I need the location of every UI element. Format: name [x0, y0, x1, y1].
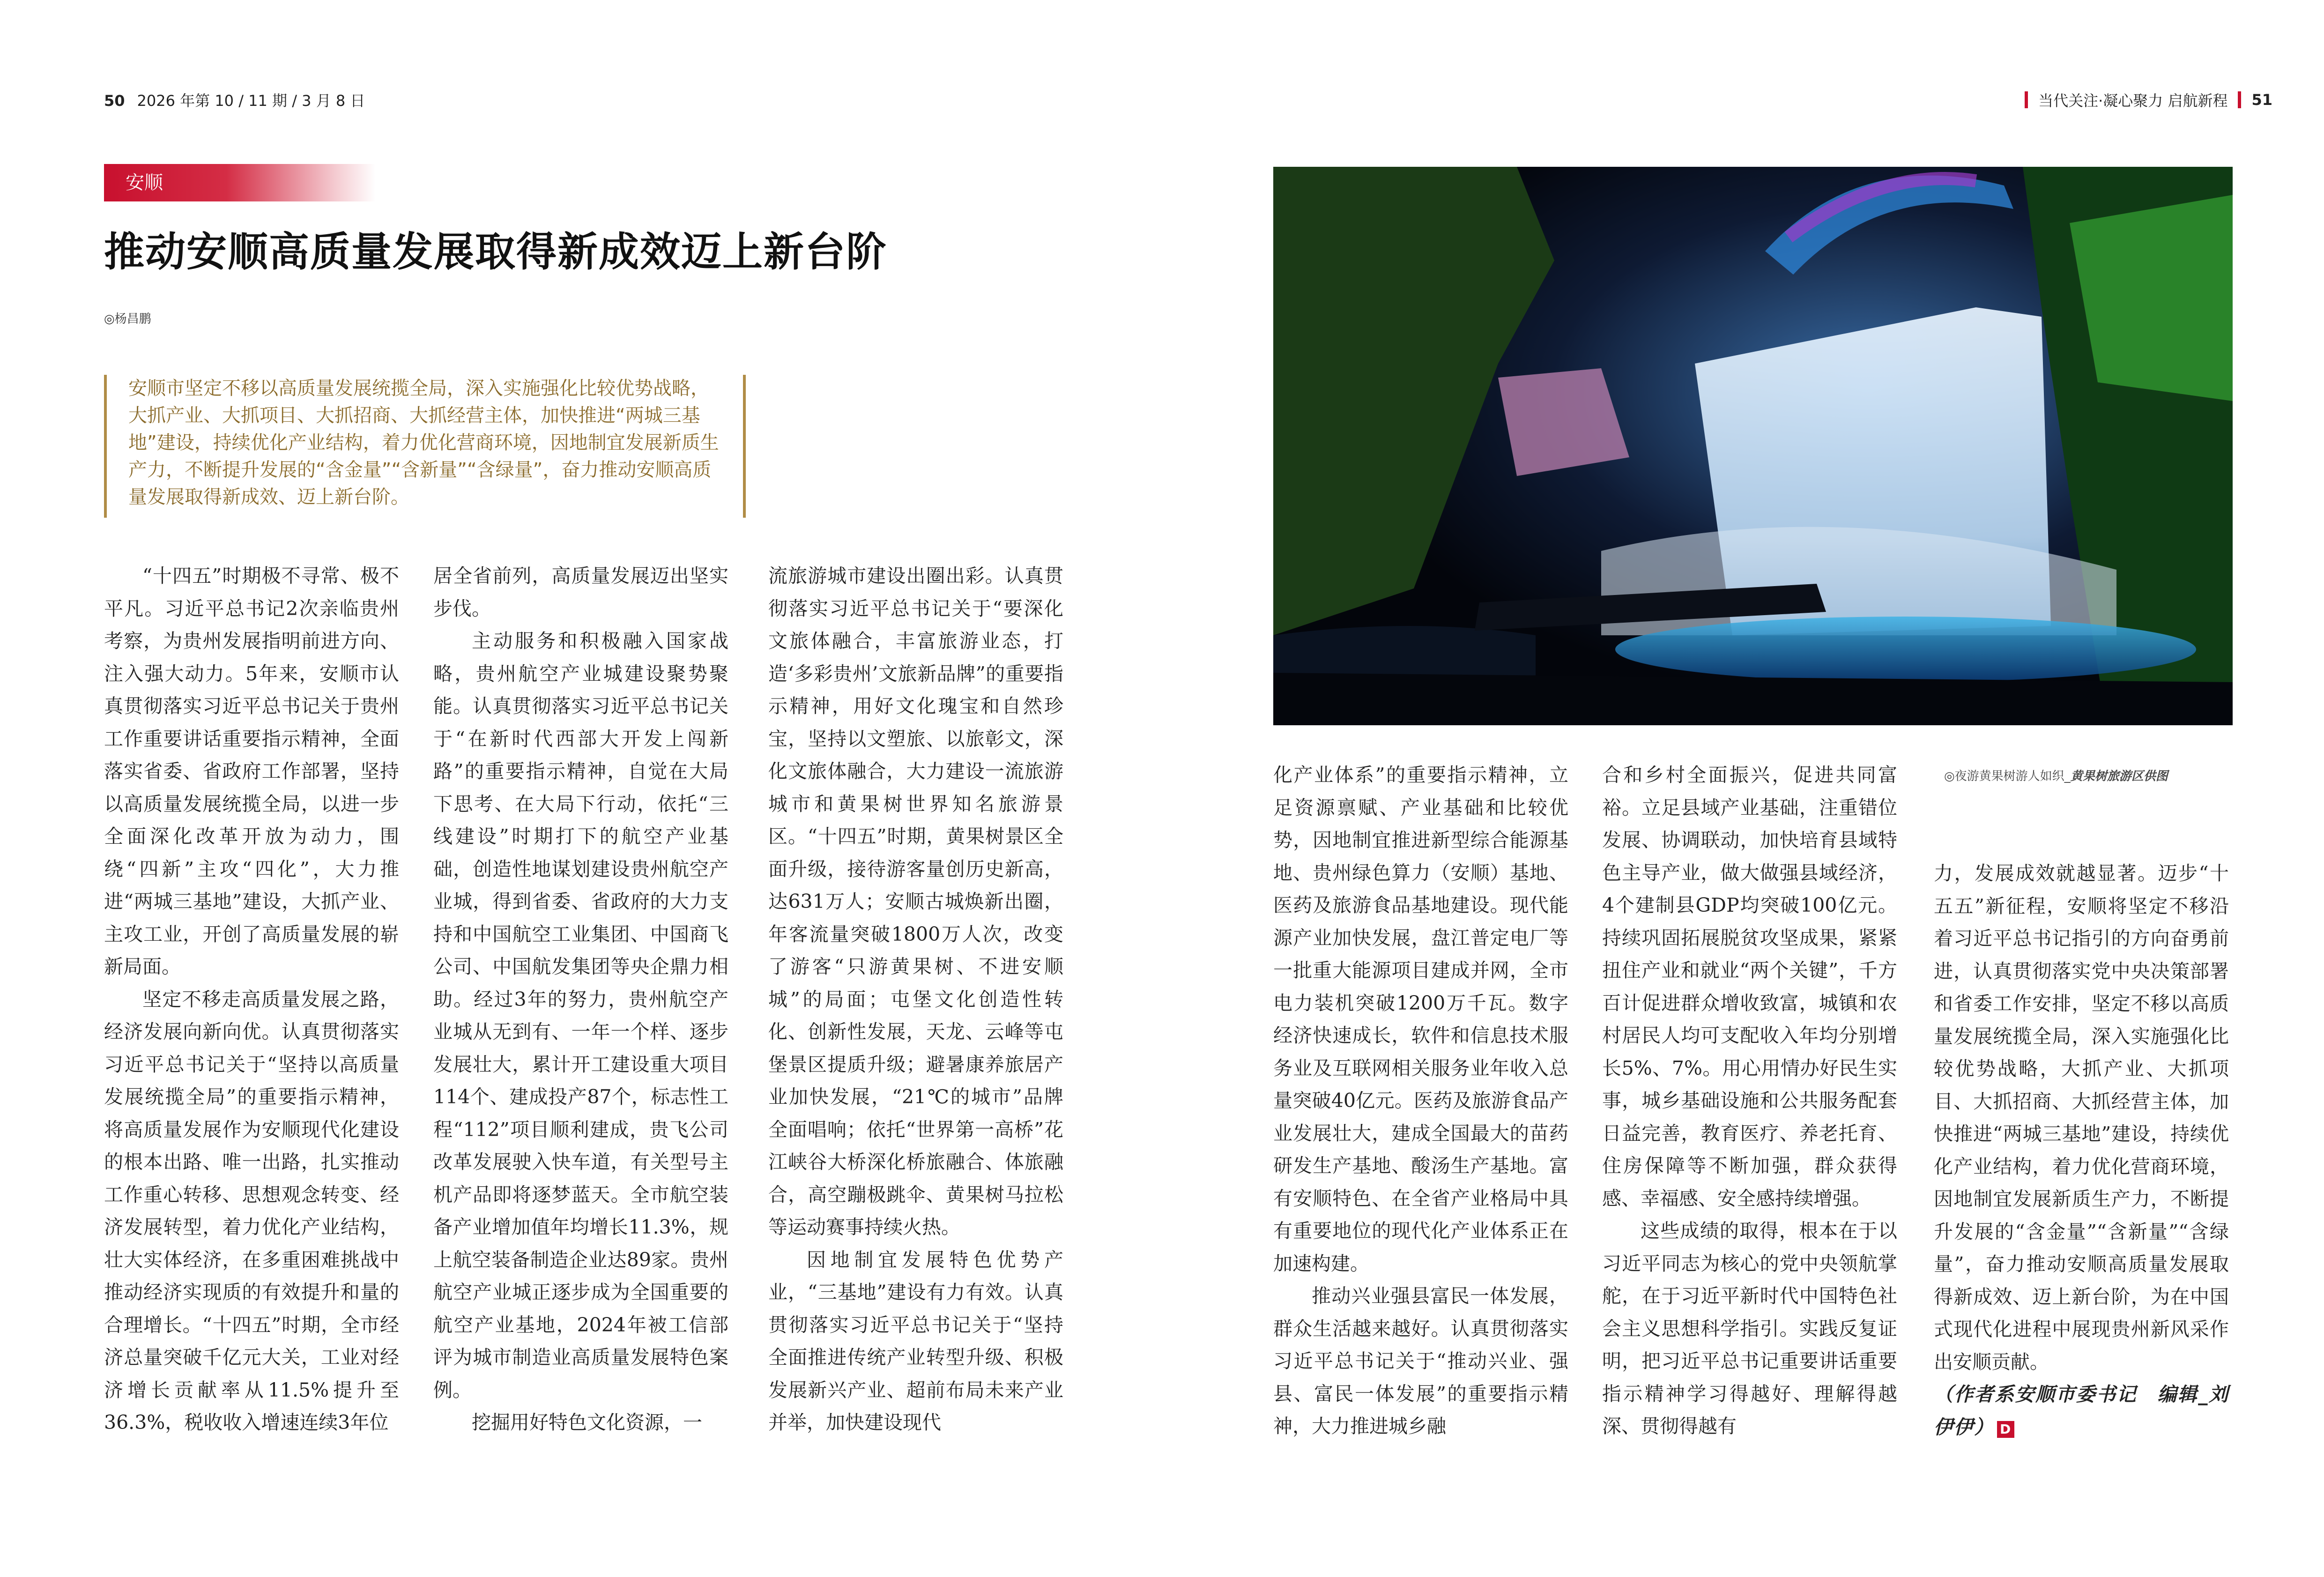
photo-caption — [1944, 766, 2168, 784]
paragraph: 因地制宜发展特色优势产业，“三基地”建设有力有效。认真贯彻落实习近平总书记关于“坚持全面推进传统产业转型升级、积极发展新兴产业、超前布局未来产业并举，加快建设现代 — [768, 1248, 1063, 1434]
paragraph: “十四五”时期极不寻常、极不平凡。习近平总书记2次亲临贵州考察，为贵州发展指明前进方向、注入强大动力。5年来，安顺市认真贯彻落实习近平总书记关于贵州工作重要讲话重要指示精神，全面落实省委、省政府工作部署，坚持以高质量发展统揽全局，以进一步全面深化改革开放为动力，围绕“四新”主攻“四化”，大力推进“两城三基地”建设，大抓产业、主攻工业，开创了高质量发展的崭新局面。 — [104, 565, 399, 978]
author-byline — [1934, 1378, 2229, 1443]
section-title: 当代关注·凝心聚力 启航新程 — [2038, 92, 2228, 110]
paragraph: 居全省前列，高质量发展迈出坚实步伐。 — [433, 565, 728, 620]
end-mark-icon: D — [1997, 1421, 2014, 1438]
section-tag: 安顺 — [104, 164, 376, 201]
text-column-4 — [1273, 759, 1568, 1443]
paragraph: 这些成绩的取得，根本在于以习近平同志为核心的党中央领航掌舵，在于习近平新时代中国特色社会主义思想科学指引。实践反复证明，把习近平总书记重要讲话重要指示精神学习得越好、理解得越深、贯彻得越有 — [1602, 1220, 1897, 1437]
paragraph: 挖掘用好特色文化资源，一 — [472, 1411, 702, 1434]
paragraph: 合和乡村全面振兴，促进共同富裕。立足县域产业基础，注重错位发展、协调联动，加快培育县域特色主导产业，做大做强县域经济，4个建制县GDP均突破100亿元。持续巩固拓展脱贫攻坚成果，紧紧扭住产业和就业“两个关键”，千方百计促进群众增收致富，城镇和农村居民人均可支配收入年均分别增长5%、7%。用心用情办好民生实事，城乡基础设施和公共服务配套日益完善，教育医疗、养老托育、住房保障等不断加强，群众获得感、幸福感、安全感持续增强。 — [1602, 764, 1897, 1210]
article-title: 推动安顺高质量发展取得新成效迈上新台阶 — [104, 228, 887, 275]
caption-text: ◎夜游黄果树游人如织_ — [1944, 769, 2071, 783]
author: ◎杨昌鹏 — [104, 312, 151, 326]
issue-info: 2026 年第 10 / 11 期 / 3 月 8 日 — [137, 92, 365, 110]
running-header-left — [104, 89, 365, 111]
paragraph: 主动服务和积极融入国家战略，贵州航空产业城建设聚势聚能。认真贯彻落实习近平总书记关于“在新时代西部大开发上闯新路”的重要指示精神，自觉在大局下思考、在大局下行动，依托“三线建设”时期打下的航空产业基础，创造性地谋划建设贵州航空产业城，得到省委、省政府的大力支持和中国航空工业集团、中国商飞公司、中国航发集团等央企鼎力相助。经过3年的努力，贵州航空产业城从无到有、一年一个样、逐步发展壮大，累计开工建设重大项目114个、建成投产87个，标志性工程“112”项目顺利建成，贵飞公司改革发展驶入快车道，有关型号主机产品即将逐梦蓝天。全市航空装备产业增加值年均增长11.3%，规上航空装备制造企业达89家。贵州航空产业城正逐步成为全国重要的航空产业基地，2024年被工信部评为城市制造业高质量发展特色案例。 — [433, 630, 728, 1401]
text-column-1 — [104, 560, 399, 1439]
waterfall-night-photo — [1273, 167, 2233, 725]
photo-credit: 黄果树旅游区供图 — [2070, 769, 2168, 783]
photo-illustration — [1273, 167, 2233, 725]
running-header-right — [2014, 89, 2272, 111]
paragraph: 流旅游城市建设出圈出彩。认真贯彻落实习近平总书记关于“要深化文旅体融合，丰富旅游业态，打造‘多彩贵州’文旅新品牌”的重要指示精神，用好文化瑰宝和自然珍宝，坚持以文塑旅、以旅彰文，深化文旅体融合，大力建设一流旅游城市和黄果树世界知名旅游景区。“十四五”时期，黄果树景区全面升级，接待游客量创历史新高，达631万人；安顺古城焕新出圈，年客流量突破1800万人次，改变了游客“只游黄果树、不进安顺城”的局面；屯堡文化创造性转化、创新性发展，天龙、云峰等屯堡景区提质升级；避暑康养旅居产业加快发展，“21℃的城市”品牌全面唱响；依托“世界第一高桥”花江峡谷大桥深化桥旅融合、体旅融合，高空蹦极跳伞、黄果树马拉松等运动赛事持续火热。 — [768, 565, 1063, 1238]
text-column-3 — [768, 560, 1063, 1439]
page-number-right: 51 — [2251, 91, 2272, 109]
abstract: 安顺市坚定不移以高质量发展统揽全局，深入实施强化比较优势战略，大抓产业、大抓项目、大抓招商、大抓经营主体，加快推进“两城三基地”建设，持续优化产业结构，着力优化营商环境，因地制宜发展新质生产力，不断提升发展的“含金量”“含新量”“含绿量”，奋力推动安顺高质量发展取得新成效、迈上新台阶。 — [104, 375, 746, 518]
page-number-left: 50 — [104, 92, 125, 110]
paragraph: 力，发展成效就越显著。迈步“十五五”新征程，安顺将坚定不移沿着习近平总书记指引的方向奋勇前进，认真贯彻落实党中央决策部署和省委工作安排，坚定不移以高质量发展统揽全局，深入实施强化比较优势战略，大抓产业、大抓项目、大抓招商、大抓经营主体，加快推进“两城三基地”建设，持续优化产业结构，着力优化营商环境，因地制宜发展新质生产力，不断提升发展的“含金量”“含新量”“含绿量”，奋力推动安顺高质量发展取得新成效、迈上新台阶，为在中国式现代化进程中展现贵州新风采作出安顺贡献。 — [1934, 862, 2229, 1373]
paragraph: 坚定不移走高质量发展之路，经济发展向新向优。认真贯彻落实习近平总书记关于“坚持以高质量发展统揽全局”的重要指示精神，将高质量发展作为安顺现代化建设的根本出路、唯一出路，扎实推动工作重心转移、思想观念转变、经济发展转型，着力优化产业结构，壮大实体经济，在多重困难挑战中推动经济实现质的有效提升和量的合理增长。“十四五”时期，全市经济总量突破千亿元大关，工业对经济增长贡献率从11.5%提升至36.3%，税收收入增速连续3年位 — [104, 988, 399, 1434]
byline-text: （作者系安顺市委书记 编辑_刘伊伊） — [1934, 1383, 2229, 1438]
text-column-5 — [1602, 759, 1897, 1443]
text-column-6 — [1934, 857, 2229, 1443]
text-column-2 — [433, 560, 728, 1439]
paragraph: 推动兴业强县富民一体发展，群众生活越来越好。认真贯彻落实习近平总书记关于“推动兴业、强县、富民一体发展”的重要指示精神，大力推进城乡融 — [1273, 1285, 1568, 1437]
header-red-bar — [2025, 91, 2028, 108]
header-red-bar — [2238, 91, 2241, 108]
paragraph: 化产业体系”的重要指示精神，立足资源禀赋、产业基础和比较优势，因地制宜推进新型综合能源基地、贵州绿色算力（安顺）基地、医药及旅游食品基地建设。现代能源产业加快发展，盘江普定电厂等一批重大能源项目建成并网，全市电力装机突破1200万千瓦。数字经济快速成长，软件和信息技术服务业及互联网相关服务业年收入总量突破40亿元。医药及旅游食品产业发展壮大，建成全国最大的苗药研发生产基地、酸汤生产基地。富有安顺特色、在全省产业格局中具有重要地位的现代化产业体系正在加速构建。 — [1273, 764, 1568, 1275]
